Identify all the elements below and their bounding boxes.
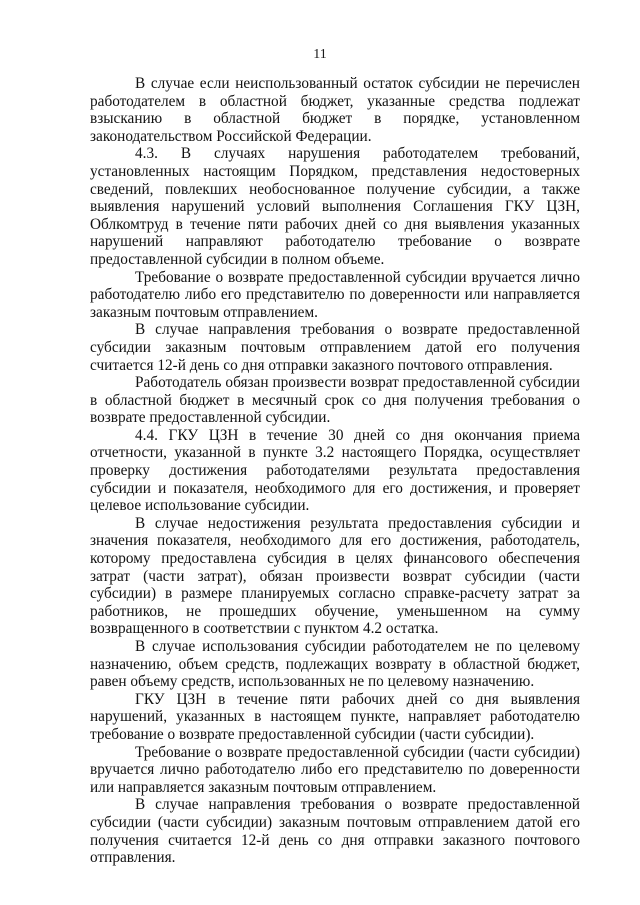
document-body: [90, 75, 580, 867]
paragraph: В случае направления требования о возврате предоставленной субсидии заказным почтовым отправлением датой его получения считается 12-й день со дня отправки заказного почтового отправления.: [90, 321, 580, 374]
paragraph: Требование о возврате предоставленной субсидии вручается лично работодателю либо его представителю по доверенности или направляется заказным почтовым отправлением.: [90, 268, 580, 321]
paragraph: В случае если неиспользованный остаток субсидии не перечислен работодателем в областной бюджет, указанные средства подлежат взысканию в областной бюджет в порядке, установленном законодательством Российской Федерации.: [90, 75, 580, 145]
paragraph: ГКУ ЦЗН в течение пяти рабочих дней со дня выявления нарушений, указанных в настоящем пункте, направляет работодателю требование о возврате предоставленной субсидии (части субсидии).: [90, 690, 580, 743]
page-number: 11: [313, 47, 327, 62]
paragraph: В случае недостижения результата предоставления субсидии и значения показателя, необходимого для его достижения, работодатель, которому предоставлена субсидия в целях финансового обеспечения затрат (части затрат), обязан произвести возврат субсидии (части субсидии) в размере планируемых согласно справке-расчету затрат за работников, не прошедших обучение, уменьшенном на сумму возвращенного в соответствии с пунктом 4.2 остатка.: [90, 514, 580, 638]
paragraph: 4.3. В случаях нарушения работодателем требований, установленных настоящим Порядком, представления недостоверных сведений, повлекших необоснованное получение субсидии, а также выявления нарушений условий выполнения Соглашения ГКУ ЦЗН, Облкомтруд в течение пяти рабочих дней со дня выявления указанных нарушений направляют работодателю требование о возврате предоставленной субсидии в полном объеме.: [90, 145, 580, 268]
paragraph: Работодатель обязан произвести возврат предоставленной субсидии в областной бюджет в месячный срок со дня получения требования о возврате предоставленной субсидии.: [90, 374, 580, 427]
paragraph: В случае направления требования о возврате предоставленной субсидии (части субсидии) заказным почтовым отправлением датой его получения считается 12-й день со дня отправки заказного почтового отправления.: [90, 796, 580, 867]
paragraph: 4.4. ГКУ ЦЗН в течение 30 дней со дня окончания приема отчетности, указанной в пункте 3.2 настоящего Порядка, осуществляет проверку достижения работодателями результата предоставления субсидии и показателя, необходимого для его достижения, и проверяет целевое использование субсидии.: [90, 426, 580, 515]
paragraph: В случае использования субсидии работодателем не по целевому назначению, объем средств, подлежащих возврату в областной бюджет, равен объему средств, использованных не по целевому назначению.: [90, 638, 580, 691]
paragraph: Требование о возврате предоставленной субсидии (части субсидии) вручается лично работодателю либо его представителю по доверенности или направляется заказным почтовым отправлением.: [90, 743, 580, 796]
